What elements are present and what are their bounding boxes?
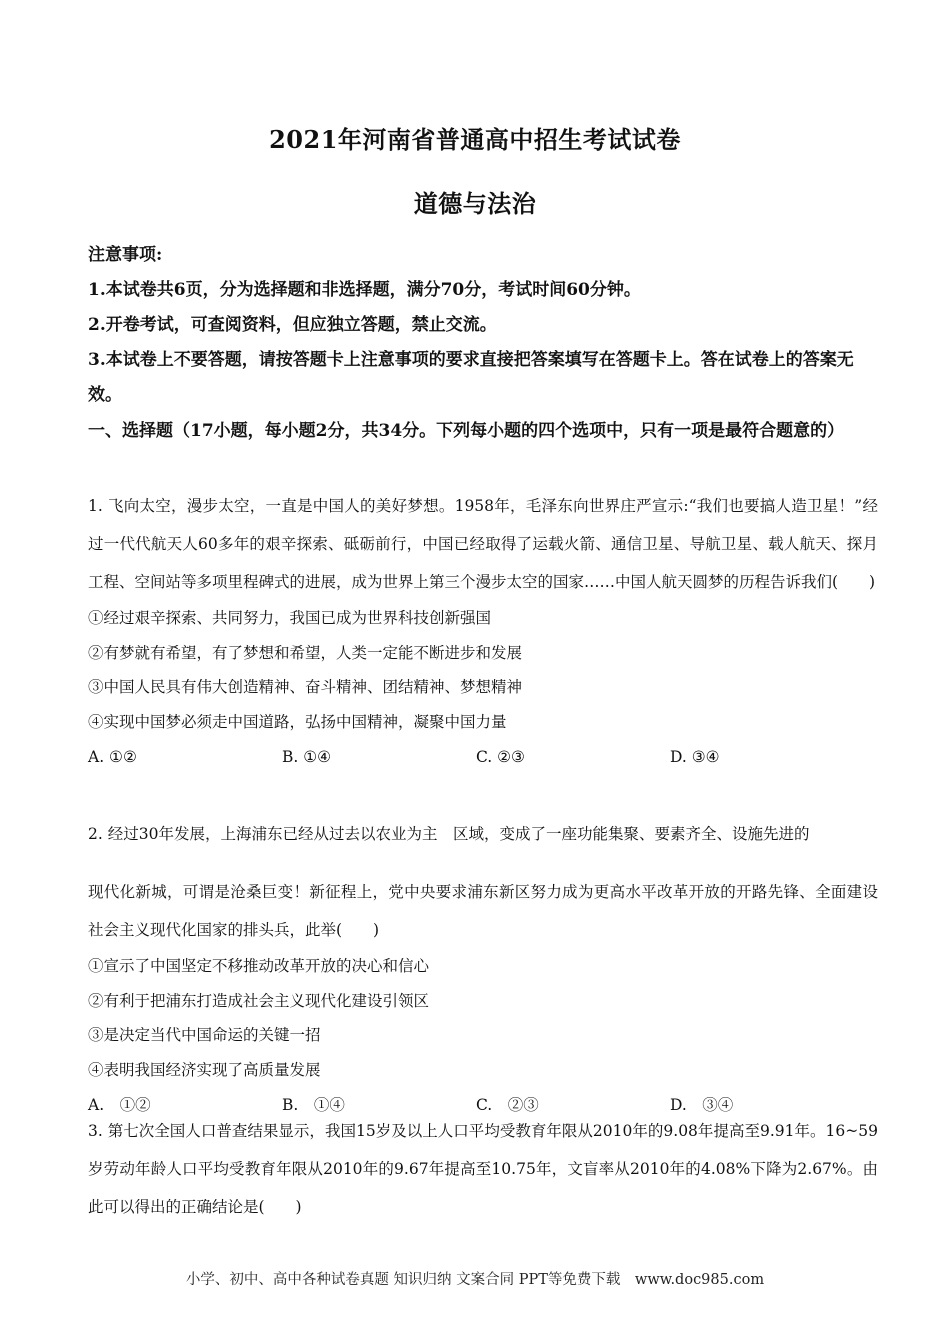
question-stem: 1. 飞向太空，漫步太空，一直是中国人的美好梦想。1958年，毛泽东向世界庄严宣示:“我们也要搞人造卫星！”经过一代代航天人60多年的艰辛探索、砥砺前行，中国已经取得了运载火箭、通信卫星、导航卫星、载人航天、探月工程、空间站等多项里程碑式的进展，成为世界上第三个漫步太空的国家……中国人航天圆梦的历程告诉我们( ) xyxy=(88,497,878,591)
subject-title: 道德与法治 xyxy=(413,189,537,218)
question-3 xyxy=(88,1112,878,1226)
statement-3: ③中国人民具有伟大创造精神、奋斗精神、团结精神、梦想精神 xyxy=(88,678,523,696)
answer-choices xyxy=(88,739,878,775)
section-heading: 一、选择题（17小题，每小题2分，共34分。下列每小题的四个选项中，只有一项是最符合题意的） xyxy=(88,421,845,441)
choice-b: B. ①④ xyxy=(282,748,332,766)
note-item-3: 3.本试卷上不要答题，请按答题卡上注意事项的要求直接把答案填写在答题卡上。答在试卷上的答案无效。 xyxy=(88,350,854,405)
choice-a: A. ①② xyxy=(88,748,137,766)
statement-1: ①经过艰辛探索、共同努力，我国已成为世界科技创新强国 xyxy=(88,609,492,627)
question-1 xyxy=(88,487,878,775)
statement-2: ②有利于把浦东打造成社会主义现代化建设引领区 xyxy=(88,991,430,1010)
statement-2: ②有梦就有希望，有了梦想和希望，人类一定能不断进步和发展 xyxy=(88,643,523,662)
choice-c: C. ②③ xyxy=(476,748,525,766)
notes-heading: 注意事项: xyxy=(88,245,163,265)
question-stem-part-2: 现代化新城，可谓是沧桑巨变！新征程上，党中央要求浦东新区努力成为更高水平改革开放的开路先锋、全面建设社会主义现代化国家的排头兵，此举( ) xyxy=(88,883,878,939)
note-item-2: 2.开卷考试，可查阅资料，但应独立答题，禁止交流。 xyxy=(88,315,497,335)
choice-b: B. ①④ xyxy=(282,1096,345,1114)
choice-d: D. ③④ xyxy=(670,748,720,766)
exam-notes xyxy=(88,238,878,413)
exam-title: 2021年河南省普通高中招生考试试卷 xyxy=(269,125,681,154)
note-item-1: 1.本试卷共6页，分为选择题和非选择题，满分70分，考试时间60分钟。 xyxy=(88,280,641,300)
statement-4: ④实现中国梦必须走中国道路，弘扬中国精神，凝聚中国力量 xyxy=(88,712,507,731)
page-footer: 小学、初中、高中各种试卷真题 知识归纳 文案合同 PPT等免费下载 www.doc985.com xyxy=(185,1272,765,1288)
question-stem: 3. 第七次全国人口普查结果显示，我国15岁及以上人口平均受教育年限从2010年的9.08年提高至9.91年。16~59岁劳动年龄人口平均受教育年限从2010年的9.67年提高至10.75年，文盲率从2010年的4.08%下降为2.67%。由此可以得出的正确结论是( ) xyxy=(88,1122,878,1216)
choice-c: C. ②③ xyxy=(476,1096,539,1114)
choice-d: D. ③④ xyxy=(670,1096,734,1114)
statement-4: ④表明我国经济实现了高质量发展 xyxy=(88,1060,321,1079)
question-stem-part-1: 2. 经过30年发展，上海浦东已经从过去以农业为主 区域，变成了一座功能集聚、要素齐全、设施先进的 xyxy=(88,825,810,843)
question-2 xyxy=(88,815,878,1123)
choice-a: A. ①② xyxy=(88,1096,151,1114)
statement-1: ①宣示了中国坚定不移推动改革开放的决心和信心 xyxy=(88,957,430,975)
statement-3: ③是决定当代中国命运的关键一招 xyxy=(88,1026,321,1044)
